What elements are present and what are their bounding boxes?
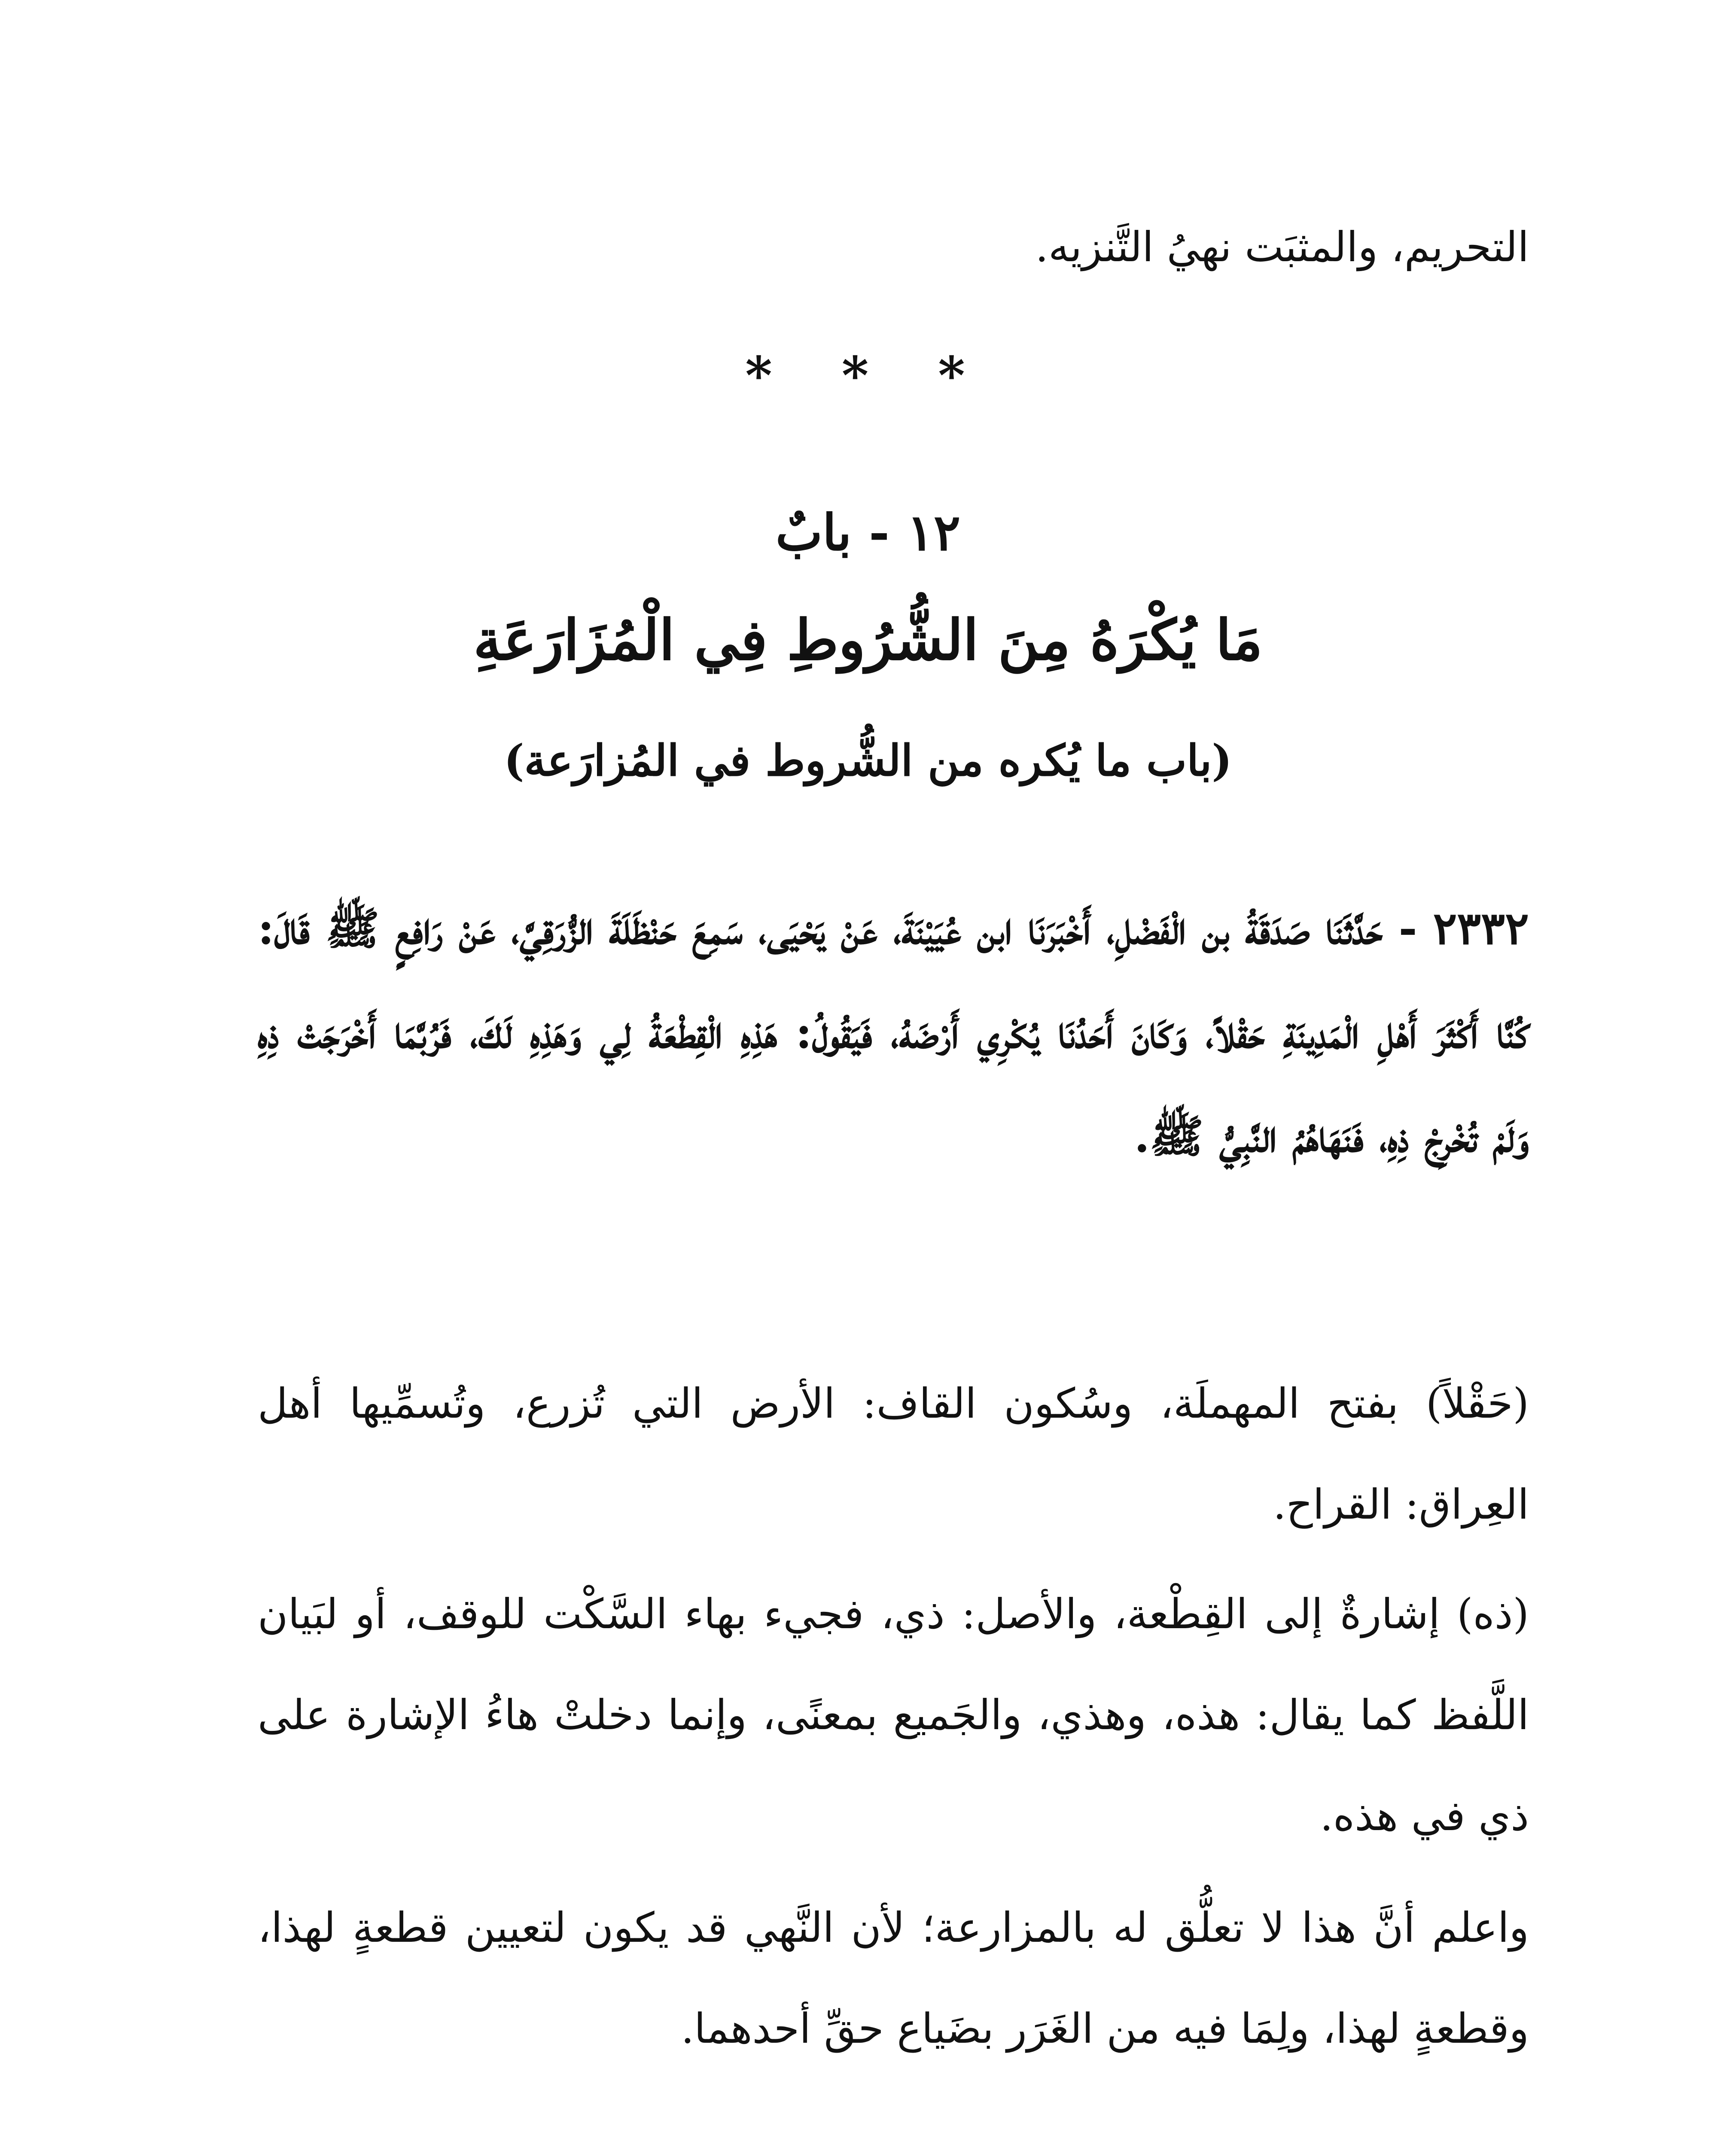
separator-top: * * * <box>745 345 991 406</box>
commentary-paragraph: (حَقْلاً) بفتح المهملَة، وسُكون القاف: الأرض التي تُزرع، وتُسمِّيها أهل العِراق: القراح. <box>258 1379 1529 1529</box>
intro-text: التحريم، والمثبَت نهيُ التَّنزيه. <box>1035 223 1529 271</box>
commentary-paragraph: واعلم أنَّ هذا لا تعلُّق له بالمزارعة؛ لأن النَّهي قد يكون لتعيين قطعةٍ لهذا، وقطعةٍ لهذا، ولِمَا فيه من الغَرَر بضَياع حقِّ أحدهما. <box>258 1904 1529 2053</box>
commentary-paragraph: (ذه) إشارةٌ إلى القِطْعة، والأصل: ذي، فجيء بهاء السَّكْت للوقف، أو لبَيان اللَّفظ كما يقال: هذه، وهذي، والجَميع بمعنًى، وإنما دخلتْ هاءُ الإشارة على ذي في هذه. <box>258 1590 1529 1840</box>
chapter-subtitle: (باب ما يُكره من الشُّروط في المُزارَعة) <box>504 735 1232 786</box>
hadith-text: ٢٣٣٢ - حَدَّثَنَا صَدَقَةُ بن الْفَضْلِ، أَخْبَرَنَا ابن عُيَيْنَةَ، عَنْ يَحْيَى، سَمِعَ حَنْظَلَةَ الزُّرَقِيَّ، عَنْ رَافِعٍ ﷺ قَالَ: كُنَّا أَكْثَرَ أَهْلِ الْمَدِينَةِ حَقْلاً، وَكَانَ أَحَدُنَا يُكْرِي أَرْضَهُ، فَيَقُولُ: هَذِهِ الْقِطْعَةُ لِي وَهَذِهِ لَكَ، فَرُبَّمَا أَخْرَجَتْ ذِهِ وَلَمْ تُخْرِجْ ذِهِ، فَنَهَاهُمُ النَّبِيُّ ﷺ. <box>258 902 1529 1162</box>
chapter-number: ١٢ - بابٌ <box>775 503 961 562</box>
chapter-title: مَا يُكْرَهُ مِنَ الشُّرُوطِ فِي الْمُزَارَعَةِ <box>473 607 1263 673</box>
